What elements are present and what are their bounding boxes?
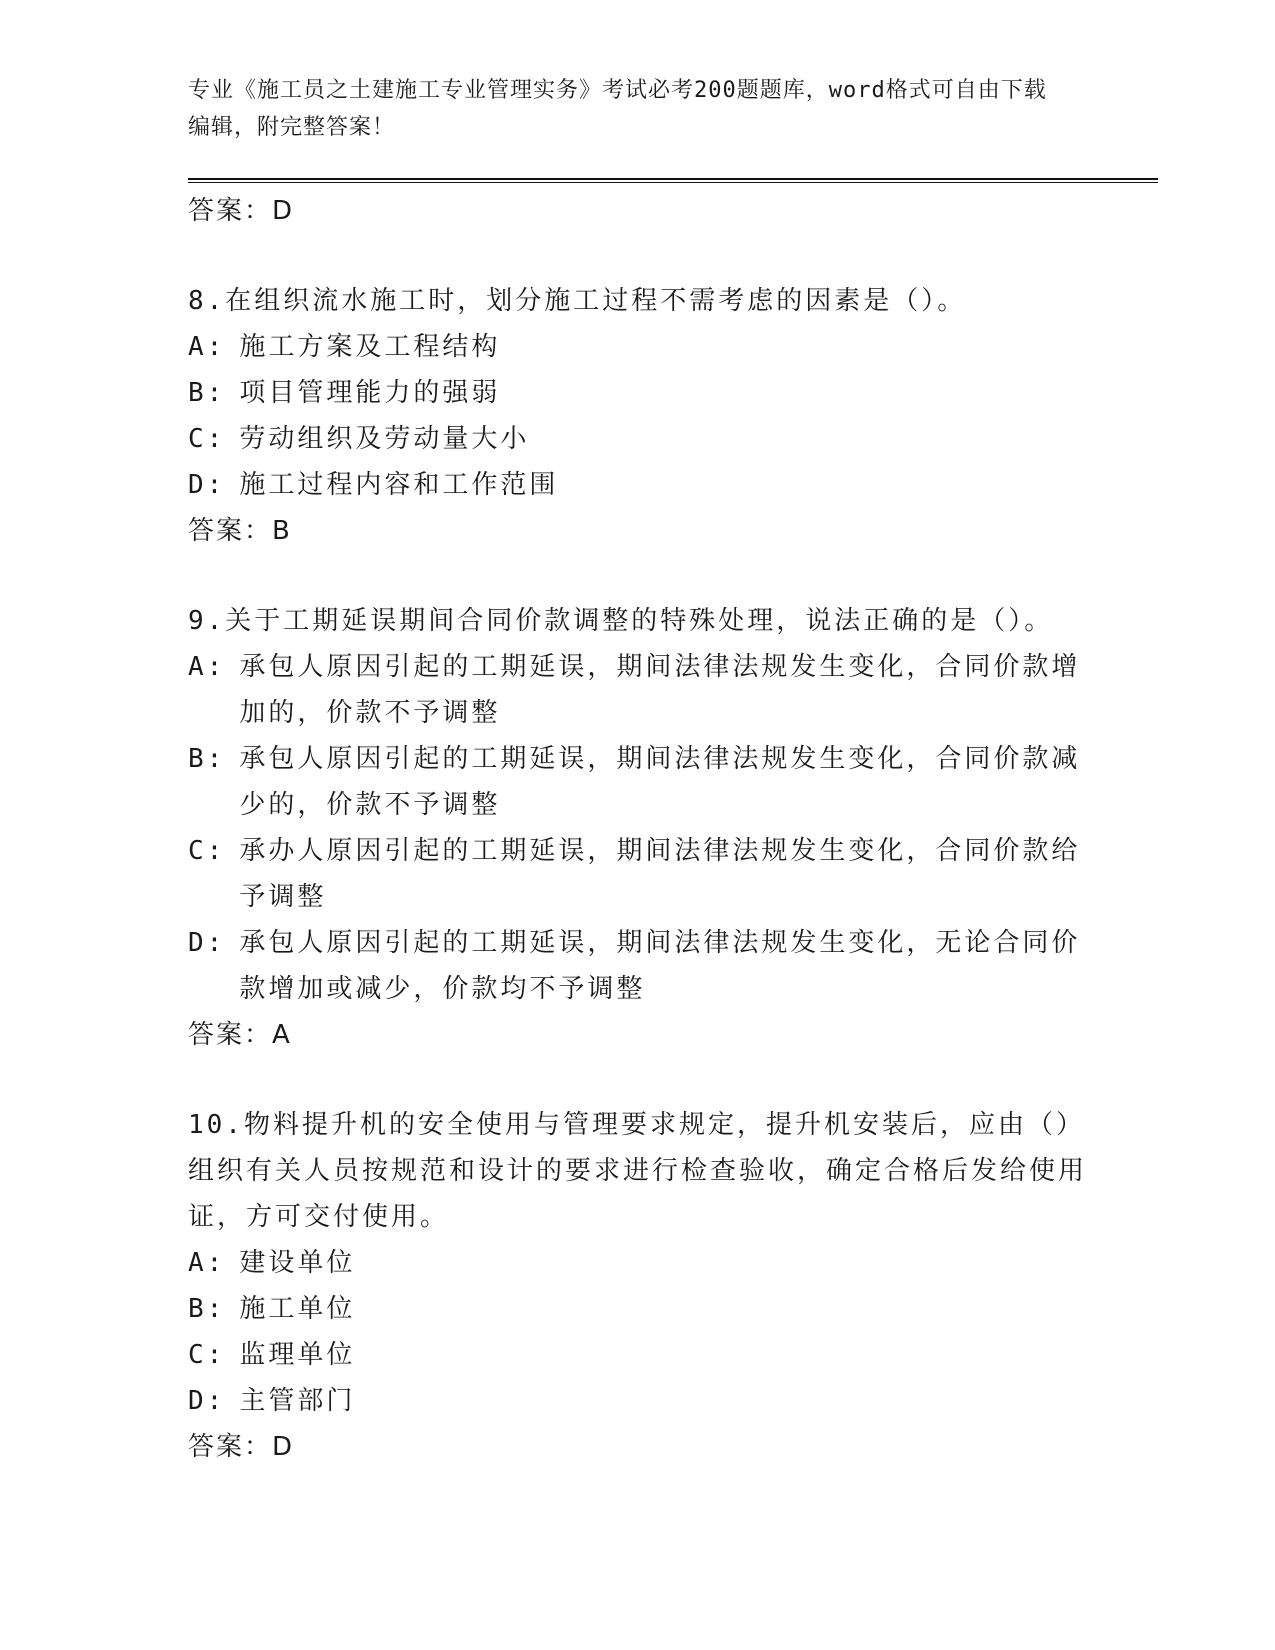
option-d (188, 1378, 1088, 1424)
option-key: A: (188, 1248, 226, 1278)
option-text: 项目管理能力的强弱 (239, 378, 501, 408)
option-text: 施工方案及工程结构 (239, 332, 501, 362)
option-text: 建设单位 (239, 1248, 356, 1278)
option-key: B: (188, 378, 226, 408)
option-text: 承包人原因引起的工期延误，期间法律法规发生变化，合同价款减少的，价款不予调整 (239, 744, 1081, 820)
option-text: 监理单位 (239, 1340, 356, 1370)
previous-answer: 答案：D (188, 196, 295, 226)
option-key: A: (188, 652, 226, 682)
option-text: 施工单位 (239, 1294, 356, 1324)
option-c (188, 416, 1088, 462)
option-b (188, 1286, 1088, 1332)
option-key: B: (188, 1294, 226, 1324)
answer-label: 答案：A (188, 1020, 292, 1050)
header-rule (188, 178, 1158, 183)
option-text: 承包人原因引起的工期延误，期间法律法规发生变化，无论合同价款增加或减少，价款均不予调整 (239, 928, 1081, 1004)
option-d (188, 920, 1088, 1012)
option-key: D: (188, 1386, 226, 1416)
option-a (188, 644, 1088, 736)
option-text: 承办人原因引起的工期延误，期间法律法规发生变化，合同价款给予调整 (239, 836, 1081, 912)
document-page (188, 72, 1158, 146)
answer-label: 答案：B (188, 516, 292, 546)
option-a (188, 1240, 1088, 1286)
option-key: B: (188, 744, 226, 774)
answer-label: 答案：D (188, 1432, 295, 1462)
question-stem: 8.在组织流水施工时，划分施工过程不需考虑的因素是（）。 (188, 286, 967, 316)
question-stem: 10.物料提升机的安全使用与管理要求规定，提升机安装后，应由（）组织有关人员按规范和设计的要求进行检查验收，确定合格后发给使用证，方可交付使用。 (188, 1110, 1088, 1232)
option-c (188, 828, 1088, 920)
option-key: C: (188, 424, 226, 454)
option-c (188, 1332, 1088, 1378)
option-text: 承包人原因引起的工期延误，期间法律法规发生变化，合同价款增加的，价款不予调整 (239, 652, 1081, 728)
document-body (188, 188, 1088, 1470)
question-10 (188, 1102, 1088, 1470)
question-9 (188, 598, 1088, 1058)
option-text: 主管部门 (239, 1386, 356, 1416)
option-text: 施工过程内容和工作范围 (239, 470, 559, 500)
question-stem: 9.关于工期延误期间合同价款调整的特殊处理，说法正确的是（）。 (188, 606, 1054, 636)
option-key: C: (188, 836, 226, 866)
question-8 (188, 278, 1088, 554)
option-d (188, 462, 1088, 508)
option-text: 劳动组织及劳动量大小 (239, 424, 530, 454)
header-note: 专业《施工员之土建施工专业管理实务》考试必考200题题库，word格式可自由下载编辑，附完整答案！ (188, 78, 1047, 140)
option-key: C: (188, 1340, 226, 1370)
option-key: A: (188, 332, 226, 362)
option-b (188, 370, 1088, 416)
option-a (188, 324, 1088, 370)
option-key: D: (188, 928, 226, 958)
option-b (188, 736, 1088, 828)
option-key: D: (188, 470, 226, 500)
